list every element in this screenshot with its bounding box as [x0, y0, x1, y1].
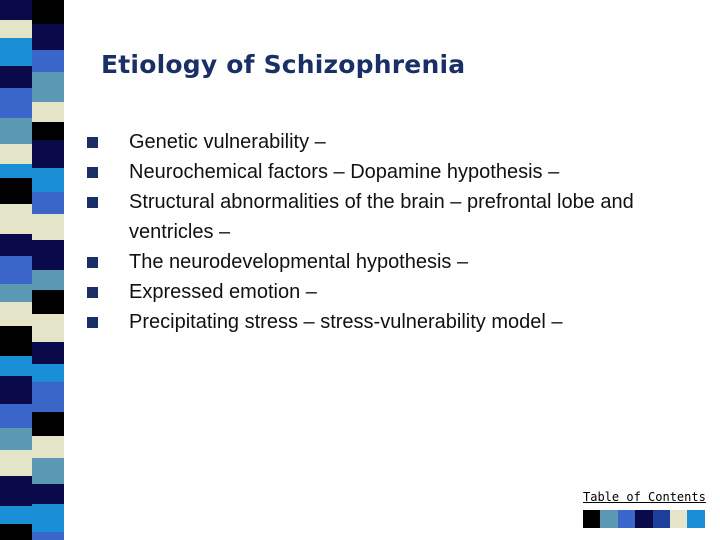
strip-block: [32, 484, 64, 504]
square-bullet-icon: [87, 167, 98, 178]
bullet-text: Genetic vulnerability –: [129, 131, 326, 153]
bullet-list: [84, 127, 704, 337]
strip-block: [0, 164, 32, 178]
strip-block: [32, 192, 64, 214]
strip-block: [32, 168, 64, 192]
bullet-item: [84, 247, 704, 277]
strip-block: [32, 270, 64, 290]
strip-block: [32, 214, 64, 240]
strip-block: [32, 240, 64, 270]
strip-block: [0, 302, 32, 326]
strip-block: [32, 122, 64, 140]
strip-block: [32, 382, 64, 412]
strip-block: [0, 178, 32, 204]
bullet-text: The neurodevelopmental hypothesis –: [129, 251, 469, 273]
toc-color-square: [583, 510, 600, 528]
toc-color-square: [670, 510, 687, 528]
strip-block: [0, 376, 32, 404]
square-bullet-icon: [87, 197, 98, 208]
strip-block: [0, 144, 32, 164]
bullet-text: Neurochemical factors – Dopamine hypothesis –: [129, 161, 560, 183]
decorative-color-strip: [0, 0, 64, 540]
strip-block: [0, 204, 32, 234]
toc-color-square: [653, 510, 670, 528]
strip-block: [32, 72, 64, 102]
bullet-text: Precipitating stress – stress-vulnerability model –: [129, 311, 563, 333]
strip-block: [32, 458, 64, 484]
strip-block: [0, 118, 32, 144]
strip-block: [32, 50, 64, 72]
strip-block: [32, 0, 64, 24]
strip-block: [32, 140, 64, 168]
toc-color-square: [687, 510, 704, 528]
square-bullet-icon: [87, 257, 98, 268]
bullet-text: Structural abnormalities of the brain – prefrontal lobe and ventricles –: [129, 191, 634, 243]
strip-block: [32, 314, 64, 342]
strip-block: [0, 20, 32, 38]
strip-column-left: [0, 0, 32, 540]
strip-block: [32, 342, 64, 364]
strip-block: [0, 0, 32, 20]
strip-block: [0, 326, 32, 356]
strip-block: [32, 412, 64, 436]
strip-column-right: [32, 0, 64, 540]
square-bullet-icon: [87, 317, 98, 328]
toc-color-squares: [583, 510, 705, 528]
strip-block: [0, 404, 32, 428]
bullet-item: [84, 307, 704, 337]
toc-color-square: [600, 510, 617, 528]
bullet-item: [84, 277, 704, 307]
square-bullet-icon: [87, 137, 98, 148]
strip-block: [0, 256, 32, 284]
strip-block: [0, 356, 32, 376]
strip-block: [0, 428, 32, 450]
strip-block: [32, 24, 64, 50]
bullet-item: [84, 127, 704, 157]
table-of-contents-link[interactable]: Table of Contents: [583, 490, 706, 504]
strip-block: [32, 532, 64, 540]
strip-block: [32, 504, 64, 532]
strip-block: [0, 524, 32, 540]
strip-block: [0, 66, 32, 88]
strip-block: [0, 450, 32, 476]
bullet-item: [84, 187, 704, 247]
strip-block: [0, 476, 32, 506]
strip-block: [0, 88, 32, 118]
strip-block: [0, 506, 32, 524]
strip-block: [0, 38, 32, 66]
toc-color-square: [635, 510, 652, 528]
bullet-item: [84, 157, 704, 187]
bullet-text: Expressed emotion –: [129, 281, 317, 303]
strip-block: [0, 284, 32, 302]
strip-block: [32, 290, 64, 314]
toc-color-square: [618, 510, 635, 528]
square-bullet-icon: [87, 287, 98, 298]
strip-block: [32, 436, 64, 458]
strip-block: [0, 234, 32, 256]
strip-block: [32, 102, 64, 122]
strip-block: [32, 364, 64, 382]
slide-title: Etiology of Schizophrenia: [101, 50, 466, 79]
